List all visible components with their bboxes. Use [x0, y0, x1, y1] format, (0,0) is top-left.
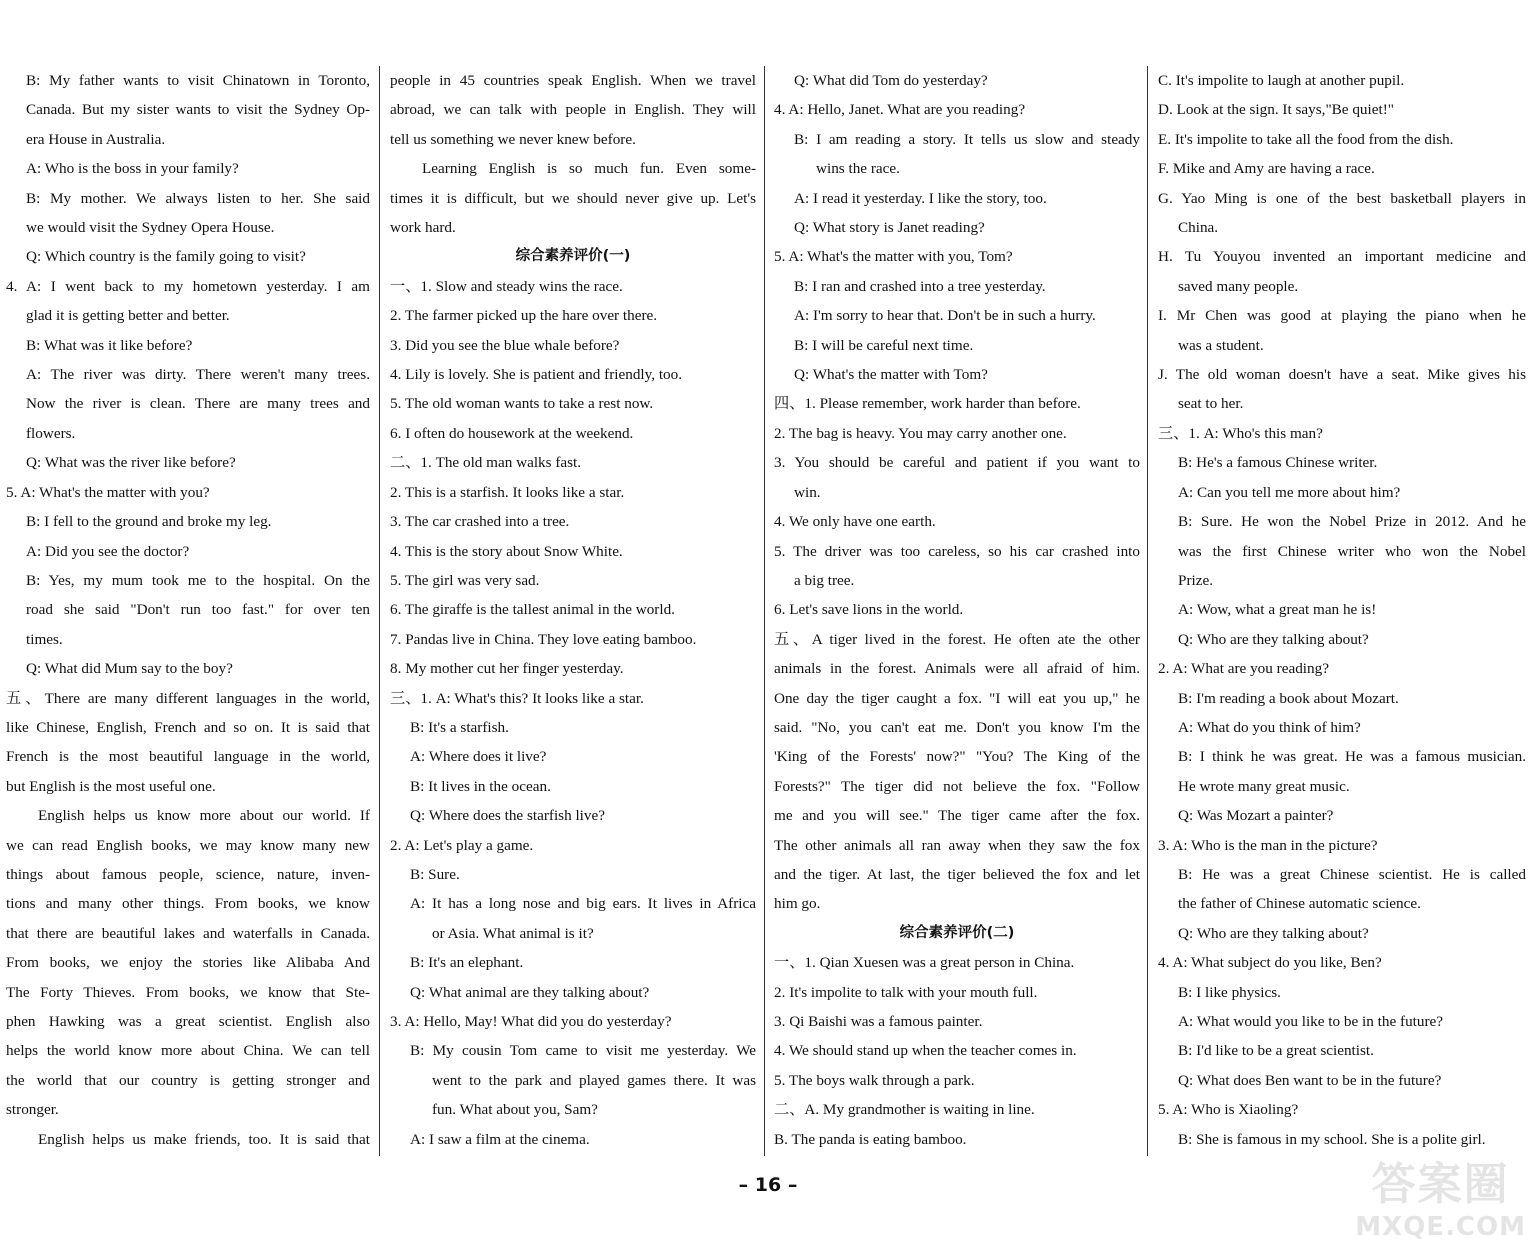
text-line: 6. Let's save lions in the world. — [774, 601, 964, 619]
text-line: 五、There are many different languages in the world, — [6, 689, 370, 707]
text-line: B: Sure. He won the Nobel Prize in 2012. And he — [1178, 513, 1526, 531]
text-line: 5. The driver was too careless, so his car crashed into — [774, 542, 1140, 560]
page-number: – 16 – — [738, 1174, 798, 1196]
text-line: B: My cousin Tom came to visit me yesterday. We — [410, 1042, 756, 1060]
text-line: 6. The giraffe is the tallest animal in the world. — [390, 601, 675, 619]
text-line: E. It's impolite to take all the food from the dish. — [1158, 130, 1454, 148]
text-line: B: My mother. We always listen to her. She said — [26, 189, 370, 207]
column-4 — [1158, 66, 1526, 1154]
text-line: 2. The farmer picked up the hare over there. — [390, 307, 658, 325]
text-line: 2. This is a starfish. It looks like a star. — [390, 483, 625, 501]
text-line: A: Who is the boss in your family? — [26, 160, 239, 178]
text-line: 5. A: What's the matter with you, Tom? — [774, 248, 1013, 266]
text-line: English helps us make friends, too. It is said that — [38, 1130, 370, 1148]
text-line: abroad, we can talk with people in English. They will — [390, 101, 756, 119]
text-line: helps the world know more about China. We can tell — [6, 1042, 370, 1060]
text-line: B: My father wants to visit Chinatown in Toronto, — [26, 72, 370, 89]
text-line: Q: What does Ben want to be in the future? — [1178, 1071, 1442, 1089]
text-line: A: What do you think of him? — [1178, 718, 1361, 736]
text-line: Forests?" The tiger did not believe the fox. "Follow — [774, 777, 1140, 795]
text-line: Q: Who are they talking about? — [1178, 924, 1369, 942]
column-divider — [1147, 66, 1148, 1156]
text-line: 二、A. My grandmother is waiting in line. — [774, 1101, 1035, 1119]
section-heading: 综合素养评价(一) — [515, 248, 631, 265]
text-line: flowers. — [26, 424, 76, 442]
text-line: English helps us know more about our world. If — [38, 807, 370, 825]
text-line: A: I saw a film at the cinema. — [410, 1130, 590, 1148]
text-line: Q: Which country is the family going to visit? — [26, 248, 306, 266]
text-line: Q: Who are they talking about? — [1178, 630, 1369, 648]
text-line: 3. A: Hello, May! What did you do yesterday? — [390, 1013, 672, 1030]
text-line: Q: What was the river like before? — [26, 454, 236, 472]
text-line: B: It's a starfish. — [410, 718, 509, 736]
text-line: B: I think he was great. He was a famous musician. — [1178, 748, 1526, 766]
text-line: B: I fell to the ground and broke my leg. — [26, 513, 272, 531]
text-line: 5. The old woman wants to take a rest now. — [390, 395, 654, 413]
text-line: 三、1. A: Who's this man? — [1158, 424, 1323, 442]
text-line: him go. — [774, 895, 821, 913]
text-line: The Forty Thieves. From books, we know that Ste- — [6, 983, 370, 1001]
column-divider — [764, 66, 765, 1156]
text-line: tell us something we never knew before. — [390, 130, 636, 148]
text-line: went to the park and played games there. It was — [432, 1071, 756, 1089]
text-line: phen Hawking was a great scientist. English also — [6, 1013, 370, 1030]
text-line: B: I will be careful next time. — [794, 336, 974, 354]
text-line: and the tiger. At last, the tiger believed the fox and let — [774, 865, 1140, 883]
text-line: or Asia. What animal is it? — [432, 924, 594, 942]
text-line: A: The river was dirty. There weren't many trees. — [26, 366, 370, 384]
text-line: 4. A: Hello, Janet. What are you reading? — [774, 101, 1026, 119]
text-line: Q: What animal are they talking about? — [410, 983, 650, 1001]
column-2 — [390, 66, 756, 1154]
text-line: A: Wow, what a great man he is! — [1178, 601, 1377, 619]
text-line: One day the tiger caught a fox. "I will eat you up," he — [774, 689, 1140, 707]
text-line: 二、1. The old man walks fast. — [390, 454, 582, 472]
text-line: 五、A tiger lived in the forest. He often ate the other — [774, 630, 1140, 648]
text-line: 8. My mother cut her finger yesterday. — [390, 660, 624, 678]
text-line: B: I'm reading a book about Mozart. — [1178, 689, 1399, 707]
text-line: Q: What story is Janet reading? — [794, 219, 985, 237]
text-line: road she said "Don't run too fast." for over ten — [26, 601, 370, 619]
text-line: China. — [1178, 219, 1219, 237]
text-line: F. Mike and Amy are having a race. — [1158, 160, 1375, 178]
text-line: we can read English books, we may know many new — [6, 836, 370, 854]
watermark-url: MXQE.COM — [1355, 1212, 1526, 1242]
text-line: 4. We only have one earth. — [774, 513, 936, 531]
text-line: 6. I often do housework at the weekend. — [390, 424, 634, 442]
text-line: G. Yao Ming is one of the best basketball players in — [1158, 189, 1526, 207]
text-line: 5. The girl was very sad. — [390, 571, 540, 589]
text-line: was a student. — [1178, 336, 1264, 354]
text-line: 3. Did you see the blue whale before? — [390, 336, 620, 354]
text-line: like Chinese, English, French and so on. It is said that — [6, 718, 370, 736]
text-line: said. "No, you can't eat me. Don't you know I'm the — [774, 718, 1140, 736]
text-line: tions and many other things. From books, we know — [6, 895, 370, 913]
text-line: era House in Australia. — [26, 130, 166, 148]
text-line: 一、1. Qian Xuesen was a great person in China. — [774, 954, 1075, 972]
text-line: The other animals all ran away when they saw the fox — [774, 836, 1140, 854]
text-line: 2. A: What are you reading? — [1158, 660, 1329, 678]
text-line: 7. Pandas live in China. They love eating bamboo. — [390, 630, 697, 648]
text-line: the world that our country is getting stronger and — [6, 1071, 370, 1089]
text-line: was the first Chinese writer who won the Nobel — [1178, 542, 1526, 560]
text-line: B: She is famous in my school. She is a polite girl. — [1178, 1130, 1486, 1148]
text-line: A: It has a long nose and big ears. It lives in Africa — [410, 895, 756, 913]
text-line: B: I ran and crashed into a tree yesterday. — [794, 277, 1046, 295]
text-line: 'King of the Forests' now?" "You? The King of the — [774, 748, 1140, 766]
text-line: B: Sure. — [410, 865, 460, 883]
text-line: seat to her. — [1178, 395, 1244, 413]
text-line: B. The panda is eating bamboo. — [774, 1130, 967, 1148]
watermark-text: 答案圈 — [1371, 1159, 1510, 1210]
text-line: B: I'd like to be a great scientist. — [1178, 1042, 1374, 1060]
text-line: the father of Chinese automatic science. — [1178, 895, 1421, 913]
text-line: saved many people. — [1178, 277, 1299, 295]
text-line: B: He was a great Chinese scientist. He is called — [1178, 865, 1526, 883]
text-line: 三、1. A: What's this? It looks like a star. — [390, 689, 644, 707]
column-divider — [379, 66, 380, 1156]
text-line: me and you will see." The tiger came after the fox. — [774, 807, 1140, 825]
text-line: A: Can you tell me more about him? — [1178, 483, 1401, 501]
text-line: A: I read it yesterday. I like the story, too. — [794, 189, 1047, 207]
text-line: we would visit the Sydney Opera House. — [26, 219, 275, 237]
text-line: 3. You should be careful and patient if you want to — [774, 454, 1140, 472]
text-line: He wrote many great music. — [1178, 777, 1350, 795]
text-line: 5. A: Who is Xiaoling? — [1158, 1101, 1299, 1119]
text-line: 4. We should stand up when the teacher comes in. — [774, 1042, 1077, 1060]
section-heading: 综合素养评价(二) — [899, 924, 1015, 941]
text-line: 5. The boys walk through a park. — [774, 1071, 975, 1089]
text-line: people in 45 countries speak English. When we travel — [390, 72, 756, 89]
text-line: 3. The car crashed into a tree. — [390, 513, 570, 531]
text-line: Q: What's the matter with Tom? — [794, 366, 988, 384]
text-line: times. — [26, 630, 63, 648]
text-line: A: Where does it live? — [410, 748, 547, 766]
text-line: B: It lives in the ocean. — [410, 777, 551, 795]
text-line: 3. Qi Baishi was a famous painter. — [774, 1013, 983, 1030]
text-line: 一、1. Slow and steady wins the race. — [390, 277, 623, 295]
text-line: win. — [794, 483, 821, 501]
text-line: B: I like physics. — [1178, 983, 1281, 1001]
text-line: 4. A: I went back to my hometown yesterday. I am — [6, 277, 370, 295]
text-line: stronger. — [6, 1101, 59, 1119]
text-line: B: It's an elephant. — [410, 954, 524, 972]
text-line: 3. A: Who is the man in the picture? — [1158, 836, 1378, 854]
text-line: J. The old woman doesn't have a seat. Mike gives his — [1158, 366, 1526, 384]
text-line: animals in the forest. Animals were all afraid of him. — [774, 660, 1140, 678]
text-line: French is the most beautiful language in the world, — [6, 748, 370, 766]
text-line: A: What would you like to be in the future? — [1178, 1013, 1444, 1030]
text-line: Q: What did Mum say to the boy? — [26, 660, 233, 678]
text-line: but English is the most useful one. — [6, 777, 216, 795]
text-line: B: What was it like before? — [26, 336, 193, 354]
text-line: things about famous people, science, nature, inven- — [6, 865, 370, 883]
text-line: 四、1. Please remember, work harder than before. — [774, 395, 1081, 413]
text-line: 2. A: Let's play a game. — [390, 836, 534, 854]
column-3 — [774, 66, 1140, 1154]
text-line: that there are beautiful lakes and waterfalls in Canada. — [6, 924, 370, 942]
text-line: A: Did you see the doctor? — [26, 542, 190, 560]
text-line: Q: Where does the starfish live? — [410, 807, 605, 825]
text-line: 2. It's impolite to talk with your mouth full. — [774, 983, 1038, 1001]
text-line: 5. A: What's the matter with you? — [6, 483, 210, 501]
text-line: Canada. But my sister wants to visit the Sydney Op- — [26, 101, 370, 119]
watermark-logo — [1355, 1148, 1526, 1242]
text-line: Learning English is so much fun. Even some- — [422, 160, 756, 178]
text-line: 4. Lily is lovely. She is patient and friendly, too. — [390, 366, 683, 384]
text-line: glad it is getting better and better. — [26, 307, 230, 325]
text-line: wins the race. — [816, 160, 900, 178]
text-line: C. It's impolite to laugh at another pupil. — [1158, 72, 1405, 89]
text-line: B: Yes, my mum took me to the hospital. On the — [26, 571, 370, 589]
text-line: 4. A: What subject do you like, Ben? — [1158, 954, 1382, 972]
text-line: 4. This is the story about Snow White. — [390, 542, 623, 560]
text-line: times it is difficult, but we should never give up. Let's — [390, 189, 756, 207]
text-line: a big tree. — [794, 571, 855, 589]
text-line: B: He's a famous Chinese writer. — [1178, 454, 1378, 472]
text-line: From books, we enjoy the stories like Alibaba And — [6, 954, 370, 972]
text-line: 2. The bag is heavy. You may carry another one. — [774, 424, 1067, 442]
text-line: work hard. — [390, 219, 456, 237]
column-1 — [6, 66, 370, 1154]
text-line: I. Mr Chen was good at playing the piano when he — [1158, 307, 1526, 325]
text-line: H. Tu Youyou invented an important medicine and — [1158, 248, 1526, 266]
text-line: D. Look at the sign. It says,"Be quiet!" — [1158, 101, 1394, 119]
text-line: fun. What about you, Sam? — [432, 1101, 598, 1119]
text-line: Q: Was Mozart a painter? — [1178, 807, 1334, 825]
text-line: Prize. — [1178, 571, 1214, 589]
text-line: Q: What did Tom do yesterday? — [794, 72, 988, 89]
text-line: B: I am reading a story. It tells us slow and steady — [794, 130, 1140, 148]
text-line: A: I'm sorry to hear that. Don't be in such a hurry. — [794, 307, 1096, 325]
text-line: Now the river is clean. There are many trees and — [26, 395, 370, 413]
